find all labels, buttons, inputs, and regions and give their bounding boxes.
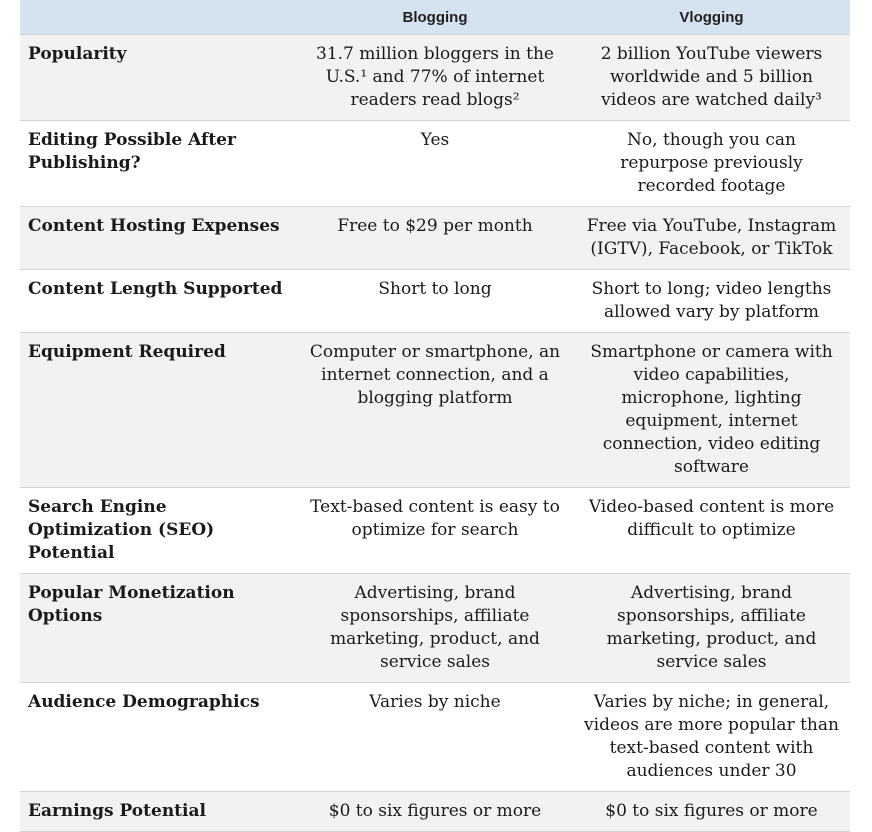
row-label: Search Engine Optimization (SEO) Potential <box>20 488 297 574</box>
blogging-cell: Varies by niche <box>297 683 573 792</box>
vlogging-cell: Video-based content is more difficult to optimize <box>573 488 850 574</box>
row-label: Content Length Supported <box>20 270 297 333</box>
table-row <box>20 792 850 832</box>
row-label: Content Hosting Expenses <box>20 207 297 270</box>
vlogging-cell: Smartphone or camera with video capabilities, microphone, lighting equipment, internet connection, video editing software <box>573 333 850 488</box>
table-row <box>20 574 850 683</box>
row-label: Equipment Required <box>20 333 297 488</box>
vlogging-cell: No, though you can repurpose previously recorded footage <box>573 121 850 207</box>
row-label: Audience Demographics <box>20 683 297 792</box>
row-label: Earnings Potential <box>20 792 297 832</box>
vlogging-cell: Free via YouTube, Instagram (IGTV), Facebook, or TikTok <box>573 207 850 270</box>
row-label: Popular Monetization Options <box>20 574 297 683</box>
header-row <box>20 0 850 35</box>
blogging-cell: 31.7 million bloggers in the U.S.¹ and 77% of internet readers read blogs² <box>297 35 573 121</box>
row-label: Popularity <box>20 35 297 121</box>
table-row <box>20 270 850 333</box>
blogging-cell: Text-based content is easy to optimize for search <box>297 488 573 574</box>
vlogging-cell: Advertising, brand sponsorships, affiliate marketing, product, and service sales <box>573 574 850 683</box>
blogging-cell: Computer or smartphone, an internet connection, and a blogging platform <box>297 333 573 488</box>
blogging-cell: Advertising, brand sponsorships, affiliate marketing, product, and service sales <box>297 574 573 683</box>
blogging-cell: Yes <box>297 121 573 207</box>
vlogging-cell: Short to long; video lengths allowed vary by platform <box>573 270 850 333</box>
table-row <box>20 121 850 207</box>
table-row <box>20 683 850 792</box>
blogging-cell: $0 to six figures or more <box>297 792 573 832</box>
table-row <box>20 207 850 270</box>
vlogging-cell: Varies by niche; in general, videos are more popular than text-based content with audiences under 30 <box>573 683 850 792</box>
vlogging-cell: $0 to six figures or more <box>573 792 850 832</box>
vlogging-cell: 2 billion YouTube viewers worldwide and 5 billion videos are watched daily³ <box>573 35 850 121</box>
table-row <box>20 488 850 574</box>
blogging-cell: Short to long <box>297 270 573 333</box>
blogging-cell: Free to $29 per month <box>297 207 573 270</box>
header-vlogging: Vlogging <box>573 0 850 35</box>
row-label: Editing Possible After Publishing? <box>20 121 297 207</box>
header-empty-cell <box>20 0 297 35</box>
table-row <box>20 333 850 488</box>
header-blogging: Blogging <box>297 0 573 35</box>
table-row <box>20 35 850 121</box>
comparison-table <box>20 0 850 832</box>
